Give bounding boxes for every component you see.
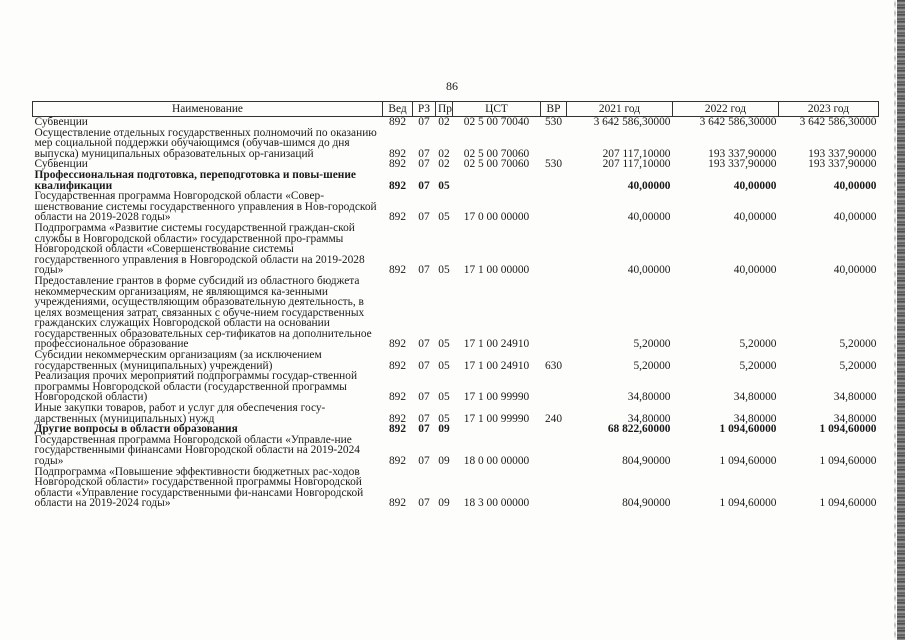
row-amount-2021: 804,90000 [622,455,671,467]
row-amount-2022: 193 337,90000 [708,158,777,171]
row-name: Иные закупки товаров, работ и услуг для обеспечения госу-дарственных (муниципальных) нужд [34,402,326,425]
row-ved: 892 [388,455,407,467]
row-name: Осуществление отдельных государственных полномочий по оказанию мер социальной поддержки обучающимся (обучав-шимся до дня выпуска) муниципальных образовательных ор-ганизаций [34,126,377,160]
page-number: 86 [446,79,458,93]
row-amount-2023: 34,80000 [833,391,877,404]
row-rz: 07 [418,158,430,171]
row-cst: 17 1 00 24910 [463,359,530,372]
row-pr: 05 [438,412,450,425]
row-vr [541,467,567,509]
row-pr: 05 [438,338,450,351]
row-cst: 02 5 00 70060 [463,158,530,171]
row-pr: 09 [438,497,450,510]
row-ved: 892 [388,211,407,224]
row-name: Субвенции [34,116,88,128]
row-vr [541,191,567,223]
row-cst: 17 1 00 99990 [463,391,530,404]
row-ved: 892 [388,158,407,171]
row-vr: 530 [544,116,563,128]
row-name: Государственная программа Новгородской области «Управле-ние государственными финансами Новгородской области на 2019-2024 годы» [34,433,360,467]
col-header-2022: 2022 год [673,102,779,117]
row-cst: 17 1 00 00000 [463,264,530,277]
row-vr [541,223,567,276]
row-amount-2022: 5,20000 [739,359,777,372]
row-pr: 02 [438,158,450,171]
row-cst: 17 0 00 00000 [463,211,530,224]
row-rz: 07 [418,264,430,277]
row-vr: 240 [544,412,563,425]
row-ved: 892 [388,179,407,192]
row-amount-2021: 804,90000 [622,497,671,510]
row-cst: 02 5 00 70040 [463,116,530,128]
col-header-vr: ВР [541,102,567,117]
row-amount-2022: 1 094,60000 [719,423,777,436]
table-row [33,191,879,223]
row-amount-2022: 1 094,60000 [719,497,777,510]
row-amount-2021: 68 822,60000 [607,423,671,436]
row-amount-2023: 1 094,60000 [819,497,877,510]
row-amount-2021: 40,00000 [627,179,671,192]
row-amount-2022: 1 094,60000 [719,455,777,467]
row-rz: 07 [418,423,430,436]
row-amount-2022: 5,20000 [739,338,777,351]
row-pr: 09 [438,455,450,467]
row-rz: 07 [418,455,430,467]
row-amount-2022: 34,80000 [733,412,777,425]
col-header-name: Наименование [33,102,383,117]
row-vr: 530 [544,158,563,171]
row-pr: 05 [438,211,450,224]
row-rz: 07 [418,359,430,372]
row-amount-2023: 5,20000 [839,338,877,351]
row-amount-2023: 40,00000 [833,179,877,192]
row-amount-2023: 5,20000 [839,359,877,372]
row-amount-2023: 193 337,90000 [808,147,877,160]
row-amount-2021: 34,80000 [627,391,671,404]
row-ved: 892 [388,359,407,372]
row-amount-2023: 1 094,60000 [819,455,877,467]
row-cst [453,424,541,435]
table-row [33,276,879,350]
row-pr: 05 [438,359,450,372]
row-pr: 05 [438,264,450,277]
row-ved: 892 [388,412,407,425]
row-ved: 892 [388,338,407,351]
row-amount-2023: 40,00000 [833,264,877,277]
row-rz: 07 [418,338,430,351]
row-name: Субвенции [34,158,88,171]
row-rz: 07 [418,497,430,510]
row-rz: 07 [418,412,430,425]
table-row [33,128,879,160]
row-name: Реализация прочих мероприятий подпрограммы государ-ственной программы Новгородской области (государственной программы Новгородской области) [34,370,358,404]
col-header-2023: 2023 год [779,102,879,117]
row-vr: 630 [544,359,563,372]
row-name: Подпрограмма «Повышение эффективности бюджетных рас-ходов Новгородской области» государственной программы Новгородской области «Управление государственными фи-нансами Новгородской области на 2019-2024 годы» [34,465,364,510]
col-header-cst: ЦСТ [453,102,541,117]
scan-edge-shadow [897,0,905,640]
row-vr [541,276,567,350]
col-header-ved: Вед [383,102,413,117]
row-cst: 18 3 00 00000 [463,497,530,510]
table-row [33,223,879,276]
row-amount-2022: 40,00000 [733,211,777,224]
row-cst: 17 1 00 99990 [463,412,530,425]
row-amount-2023: 193 337,90000 [808,158,877,171]
row-name: Другие вопросы в области образования [34,423,238,436]
row-rz: 07 [418,116,430,128]
table-row [33,170,879,191]
row-cst: 17 1 00 24910 [463,338,530,351]
row-name: Профессиональная подготовка, переподготовка и повы-шение квалификации [34,168,356,192]
row-vr [541,424,567,435]
row-amount-2021: 40,00000 [627,211,671,224]
row-ved: 892 [388,264,407,277]
row-amount-2022: 193 337,90000 [708,147,777,160]
row-pr: 09 [438,423,450,436]
table-row [33,467,879,509]
row-amount-2021: 5,20000 [633,338,671,351]
row-vr [541,170,567,191]
col-header-2021: 2021 год [567,102,673,117]
row-name: Подпрограмма «Развитие системы государственной граждан-ской службы в Новгородской области» государственной про-граммы Новгородской области «Совершенствование системы государственного управления в Новгородской области на 2019-2028 годы» [34,221,365,277]
table-header-row [33,102,879,117]
row-amount-2021: 40,00000 [627,264,671,277]
row-ved: 892 [388,497,407,510]
row-rz: 07 [418,147,430,160]
row-amount-2021: 207 117,10000 [602,158,671,171]
row-name: Государственная программа Новгородской области «Совер-шенствование системы государственного управления в Нов-городской области на 2019-2028 годы» [34,190,377,224]
row-amount-2023: 34,80000 [833,412,877,425]
table-row [33,435,879,467]
row-pr: 02 [438,116,450,128]
row-cst: 02 5 00 70060 [463,147,530,160]
row-amount-2021: 5,20000 [633,359,671,372]
row-amount-2023: 3 642 586,30000 [799,116,877,128]
row-amount-2021: 207 117,10000 [602,147,671,160]
row-amount-2022: 3 642 586,30000 [699,116,777,128]
budget-table [32,101,879,509]
row-ved: 892 [388,423,407,436]
row-rz: 07 [418,211,430,224]
row-ved: 892 [388,147,407,160]
row-amount-2021: 3 642 586,30000 [593,116,671,128]
row-vr [541,371,567,403]
row-amount-2022: 34,80000 [733,391,777,404]
row-vr [541,128,567,160]
row-amount-2022: 40,00000 [733,264,777,277]
scan-edge-streak [894,0,896,640]
row-ved: 892 [388,116,407,128]
row-rz: 07 [418,391,430,404]
row-amount-2023: 1 094,60000 [819,423,877,436]
row-pr: 05 [438,391,450,404]
row-amount-2021: 34,80000 [627,412,671,425]
row-pr: 05 [438,179,450,192]
col-header-rz: РЗ [413,102,436,117]
table-row [33,371,879,403]
table-row [33,350,879,371]
row-amount-2022: 40,00000 [733,179,777,192]
row-ved: 892 [388,391,407,404]
row-amount-2023: 40,00000 [833,211,877,224]
row-cst: 18 0 00 00000 [463,455,530,467]
row-pr: 02 [438,147,450,160]
table-row [33,403,879,424]
row-cst [453,170,541,191]
col-header-pr: Пр [436,102,453,117]
table-row [33,117,879,128]
row-rz: 07 [418,179,430,192]
row-vr [541,435,567,467]
row-name: Субсидии некоммерческим организациям (за исключением государственных (муниципальных) учреждений) [34,349,322,372]
row-name: Предоставление грантов в форме субсидий из областного бюджета некоммерческим организациям, не являющимся ка-зенными учреждениями, осуществляющим образовательную деятельность, в целях возмещения затрат, связанных с обуче-нием государственных гражданских служащих Новгородской области на основании государственных образовательных сер-тификатов на дополнительное профессиональное образование [34,274,372,351]
